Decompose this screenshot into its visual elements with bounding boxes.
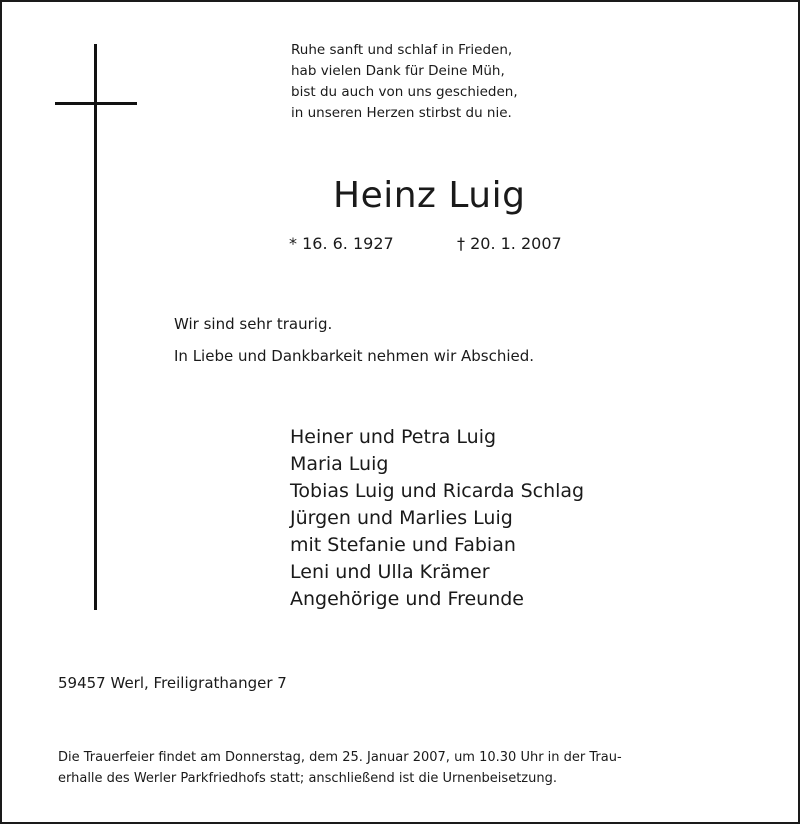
mourner-entry: Angehörige und Freunde xyxy=(290,588,524,610)
family-address: 59457 Werl, Freiligrathanger 7 xyxy=(58,674,287,692)
grief-message: Wir sind sehr traurig. xyxy=(174,315,333,333)
cross-icon-vertical xyxy=(94,44,97,610)
notice-line: Die Trauerfeier findet am Donnerstag, dem 25. Januar 2007, um 10.30 Uhr in der Trau- xyxy=(58,750,622,765)
mourner-entry: Jürgen und Marlies Luig xyxy=(290,507,513,529)
cross-icon-horizontal xyxy=(55,102,137,105)
memorial-verse xyxy=(291,40,518,124)
notice-line: erhalle des Werler Parkfriedhofs statt; anschließend ist die Urnenbeisetzung. xyxy=(58,771,557,786)
deceased-name: Heinz Luig xyxy=(333,175,526,216)
verse-line: bist du auch von uns geschieden, xyxy=(291,84,518,100)
verse-line: hab vielen Dank für Deine Müh, xyxy=(291,63,505,79)
mourner-entry: Leni und Ulla Krämer xyxy=(290,561,490,583)
verse-line: Ruhe sanft und schlaf in Frieden, xyxy=(291,42,513,58)
mourner-entry: mit Stefanie und Fabian xyxy=(290,534,516,556)
farewell-message: In Liebe und Dankbarkeit nehmen wir Abschied. xyxy=(174,347,535,365)
mourner-entry: Maria Luig xyxy=(290,453,389,475)
verse-line: in unseren Herzen stirbst du nie. xyxy=(291,105,512,121)
mourner-entry: Tobias Luig und Ricarda Schlag xyxy=(290,480,585,502)
death-date: † 20. 1. 2007 xyxy=(457,234,562,253)
birth-date: * 16. 6. 1927 xyxy=(289,234,394,253)
mourners-list xyxy=(290,424,584,613)
mourner-entry: Heiner und Petra Luig xyxy=(290,426,497,448)
funeral-notice xyxy=(58,747,622,789)
